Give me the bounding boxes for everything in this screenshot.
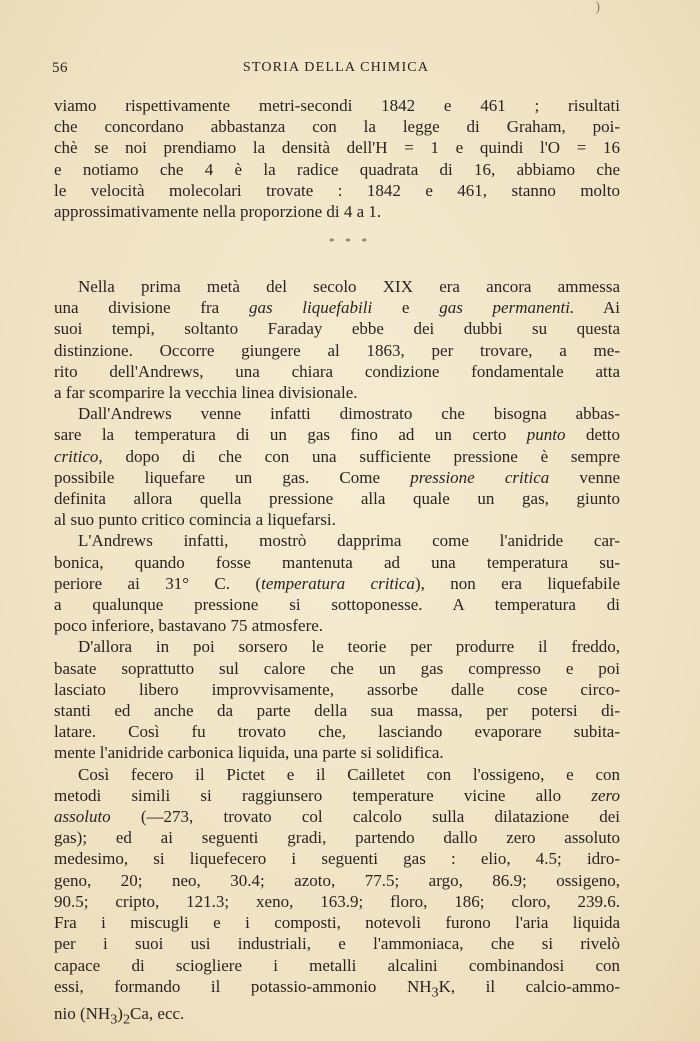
text-line: Dall'Andrews venne infatti dimostrato che bisogna abbas-: [78, 404, 620, 424]
text-line: Fra i miscugli e i composti, notevoli furono l'aria liquida: [54, 913, 620, 933]
text-line: periore ai 31° C. (temperatura critica), non era liquefabile: [54, 573, 621, 593]
text-line: poco inferiore, bastavano 75 atmosfere.: [54, 616, 324, 636]
text-line: essi, formando il potassio-ammonio $NH_3K$, il calcio-ammo-: [54, 976, 620, 1001]
text-line: basate soprattutto sul calore che un gas compresso e poi: [54, 658, 620, 678]
text-line: Così fecero il Pictet e il Cailletet con l'ossigeno, e con: [78, 764, 620, 784]
text-line: definita allora quella pressione alla quale un gas, giunto: [54, 489, 620, 509]
text-line: stanti ed anche da parte della sua massa, per potersi di-: [54, 701, 620, 721]
text-line: latare. Così fu trovato che, lasciando evaporare subita-: [54, 722, 620, 742]
text-line: per i suoi usi industriali, e l'ammoniaca, che si rivelò: [54, 934, 620, 954]
text-line: distinzione. Occorre giungere al 1863, per trovare, a me-: [54, 340, 620, 360]
section-separator: * * *: [329, 236, 371, 248]
text-line: chè se noi prendiamo la densità dell'H = 1 e quindi l'O = 16: [54, 138, 620, 158]
text-line: assoluto (—273, trovato col calcolo sulla dilatazione dei: [54, 807, 620, 827]
text-line: possibile liquefare un gas. Come pressione critica venne: [54, 467, 621, 487]
corner-mark: ): [595, 0, 600, 15]
text-line: sare la temperatura di un gas fino ad un certo punto detto: [54, 425, 620, 445]
text-line: 90.5; cripto, 121.3; xeno, 163.9; floro, 186; cloro, 239.6.: [54, 891, 620, 911]
text-line: le velocità molecolari trovate : 1842 e 461, stanno molto: [54, 180, 620, 200]
text-line: viamo rispettivamente metri-secondi 1842 e 461 ; risultati: [54, 96, 620, 115]
text-line: D'allora in poi sorsero le teorie per produrre il freddo,: [78, 637, 620, 657]
text-line: nio $(NH_3)_2Ca$, ecc.: [54, 1004, 185, 1028]
text-line: critico, dopo di che con una sufficiente pressione è sempre: [54, 446, 620, 466]
text-line: metodi simili si raggiunsero temperature vicine allo zero: [54, 785, 620, 805]
text-line: gas); ed ai seguenti gradi, partendo dallo zero assoluto: [54, 828, 620, 848]
text-line: medesimo, si liquefecero i seguenti gas : elio, 4.5; idro-: [54, 849, 620, 869]
running-head: STORIA DELLA CHIMICA: [242, 60, 430, 75]
text-line: e notiamo che 4 è la radice quadrata di 16, abbiamo che: [54, 159, 620, 179]
text-line: L'Andrews infatti, mostrò dapprima come l'anidride car-: [78, 531, 620, 551]
text-line: rito dell'Andrews, una chiara condizione fondamentale atta: [54, 361, 620, 381]
text-line: a far scomparire la vecchia linea divisionale.: [54, 383, 358, 403]
paragraph-1: [54, 95, 620, 222]
text-line: bonica, quando fosse mantenuta ad una temperatura su-: [54, 552, 620, 572]
text-line: lasciato libero improvvisamente, assorbe dalle cose circo-: [54, 679, 620, 699]
text-line: geno, 20; neo, 30.4; azoto, 77.5; argo, 86.9; ossigeno,: [54, 870, 620, 890]
page-number: 56: [52, 60, 68, 76]
text-line: capace di sciogliere i metalli alcalini combinandosi con: [54, 955, 620, 975]
main-text: [54, 276, 620, 1031]
text-line: mente l'anidride carbonica liquida, una parte si solidifica.: [54, 743, 444, 763]
text-line: approssimativamente nella proporzione di 4 a 1.: [54, 202, 382, 222]
text-line: a qualunque pressione si sottoponesse. A temperatura di: [54, 595, 620, 615]
text-line: che concordano abbastanza con la legge di Graham, poi-: [54, 117, 620, 137]
text-line: una divisione fra gas liquefabili e gas permanenti. Ai: [54, 298, 621, 318]
text-line: Nella prima metà del secolo XIX era ancora ammessa: [78, 277, 620, 296]
text-line: suoi tempi, soltanto Faraday ebbe dei dubbi su questa: [54, 319, 620, 339]
text-line: al suo punto critico comincia a liquefarsi.: [54, 510, 336, 530]
